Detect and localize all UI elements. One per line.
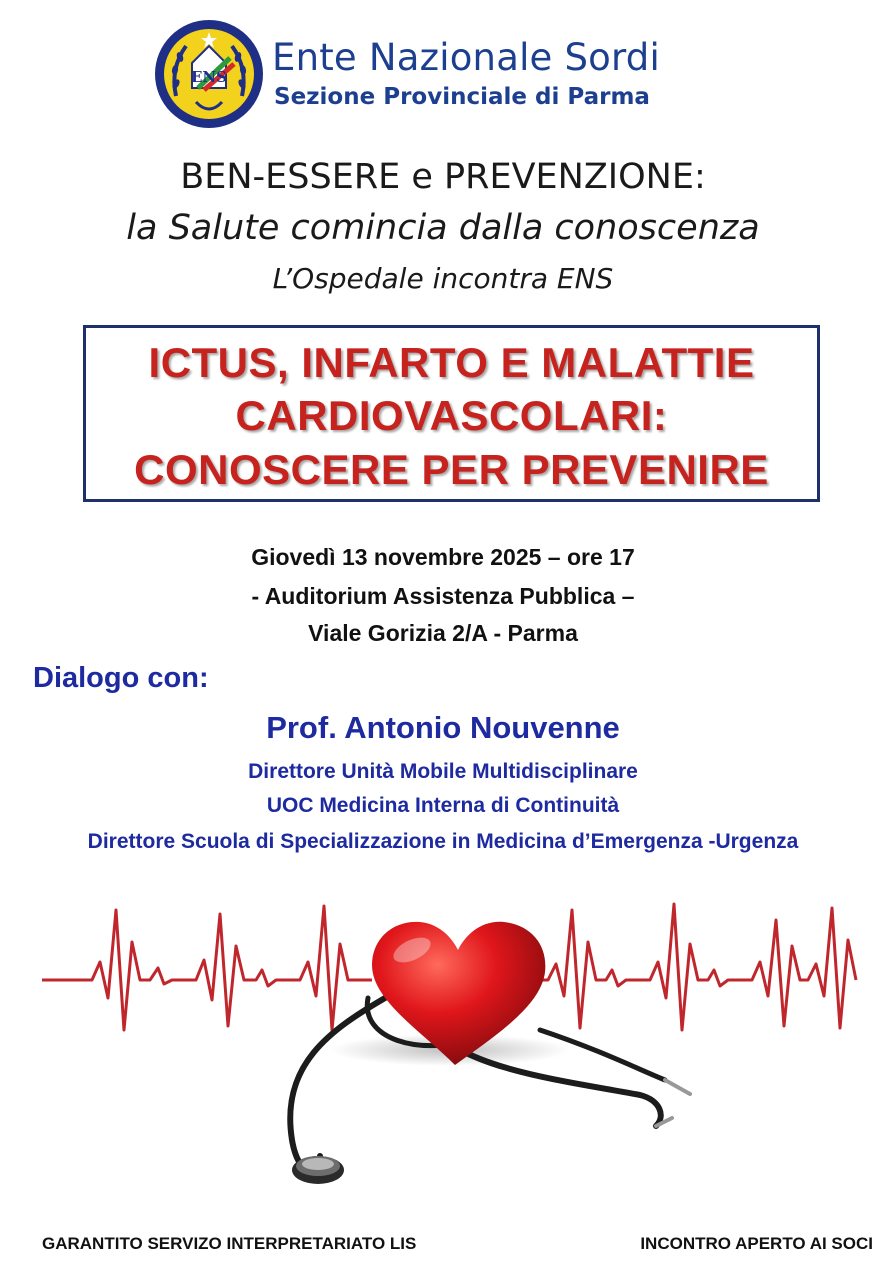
title-subtitle: la Salute comincia dalla conoscenza <box>126 208 760 248</box>
title-tagline: L’Ospedale incontra ENS <box>272 262 614 295</box>
headline-line-2: CARDIOVASCOLARI: <box>235 392 668 439</box>
footer-lis-service: GARANTITO SERVIZO INTERPRETARIATO LIS <box>42 1234 417 1253</box>
event-date-time: Giovedì 13 novembre 2025 – ore 17 <box>251 544 635 570</box>
org-name: Ente Nazionale Sordi <box>272 36 660 79</box>
speaker-name: Prof. Antonio Nouvenne <box>266 710 620 745</box>
org-section: Sezione Provinciale di Parma <box>274 84 650 110</box>
footer-open-meeting: INCONTRO APERTO AI SOCI <box>640 1234 873 1253</box>
event-address: Viale Gorizia 2/A - Parma <box>308 620 578 646</box>
headline-line-1: ICTUS, INFARTO E MALATTIE <box>148 339 755 386</box>
heart-illustration <box>0 880 886 1210</box>
ens-logo <box>152 18 266 130</box>
heartbeat-line-icon <box>42 906 372 1030</box>
title-main: BEN-ESSERE e PREVENZIONE: <box>180 157 706 197</box>
speaker-role-2: UOC Medicina Interna di Continuità <box>266 794 620 817</box>
speaker-role-1: Direttore Unità Mobile Multidisciplinare <box>248 760 638 783</box>
logo-text: ENS <box>191 68 227 86</box>
headline-line-3: CONOSCERE PER PREVENIRE <box>134 446 769 493</box>
speaker-role-3: Direttore Scuola di Specializzazione in Medicina d’Emergenza -Urgenza <box>87 830 799 853</box>
event-venue: - Auditorium Assistenza Pubblica – <box>251 583 635 609</box>
dialogue-label: Dialogo con: <box>33 662 209 694</box>
